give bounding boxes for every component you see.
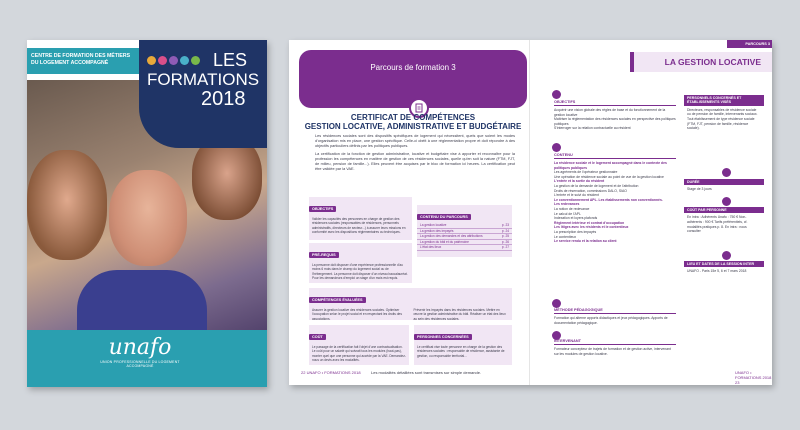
contenu-heading: CONTENU <box>554 153 676 159</box>
methode-section <box>554 308 676 325</box>
cover-org-label <box>27 48 139 74</box>
lieu-block <box>684 261 764 276</box>
brochure-spread <box>289 40 772 385</box>
cert-line1: CERTIFICAT DE COMPÉTENCES <box>350 113 476 122</box>
cout-heading: COÛT <box>309 334 326 340</box>
dot-4 <box>180 56 189 65</box>
competences-heading: COMPÉTENCES ÉVALUÉES <box>309 297 366 303</box>
methode-text: Formation qui alterne apports didactiques et jeux pédagogiques. Apports de documentation pédagogique. <box>554 316 668 325</box>
target-icon <box>552 90 561 99</box>
contenu-6: Droits de réservation, commissions DALO, SIAO <box>554 188 627 193</box>
unafo-logo <box>85 335 195 368</box>
toc-page: p. 25 <box>501 234 509 239</box>
cout-right-block <box>684 207 764 236</box>
duree-heading: DURÉE <box>684 179 764 185</box>
right-page-num: 23 <box>735 380 740 385</box>
objectifs-heading: OBJECTIFS <box>309 206 336 212</box>
right-page <box>529 40 772 385</box>
objectifs-section <box>554 100 676 131</box>
euro-icon <box>722 197 731 206</box>
prerequis-heading: PRÉ-REQUIS <box>309 252 339 258</box>
personnels-heading: PERSONNELS CONCERNÉS ET ÉTABLISSEMENTS VISÉS <box>684 95 764 106</box>
contenu-section <box>554 153 676 244</box>
contenu-2: Les agréments de l'opérateur gestionnaire <box>554 170 618 175</box>
personnes-text: Le certificat vise toute personne en charge de la gestion des résidences sociales : responsable de résidence, assistante de gestion, ou responsable territorial... <box>417 345 505 358</box>
contenu-16: Le contentieux <box>554 234 577 239</box>
contenu-7: L'entrée et le suivi du résident <box>554 193 599 198</box>
objectifs-right-heading: OBJECTIFS <box>554 100 676 106</box>
color-dots <box>147 56 200 65</box>
objectif-2: Maîtriser la réglementation des résidences sociales en perspective des politiques publiques <box>554 117 676 126</box>
parcours-title: Parcours de formation 3 <box>370 63 456 72</box>
dot-2 <box>158 56 167 65</box>
footer-note: Les modalités détaillées sont transmises sur simple demande. <box>371 370 482 375</box>
cover-title-formations: FORMATIONS <box>147 70 260 89</box>
contenu-9: Les redevances <box>554 202 580 207</box>
personnels-text: Directeurs, responsables de résidence sociale ou de pension de famille, intervenants sociaux. Tout établissement de type résidence sociale (FTM, FJT, pension de famille, résidence sociale). <box>687 107 758 131</box>
left-page-footer: UNAFO • FORMATIONS 2018 <box>306 370 361 375</box>
competences-left: Assurer la gestion locative des résidences sociales. Optimiser l'occupation selon le projet social et en respectant les droits des associations. <box>312 308 402 321</box>
contenu-5: La gestion de la demande de logement et de l'attribution <box>554 183 639 188</box>
cover-org-line2: DU LOGEMENT ACCOMPAGNÉ <box>31 60 109 66</box>
left-page-number <box>301 370 361 375</box>
toc-label: La gestion du bâti et du patrimoine <box>420 239 469 244</box>
personnes-box <box>414 325 512 365</box>
cout-right-text: En intra : Adhérents Unafo : 750 € Non-adhérents : 900 € Tarifs préférentiels, cf. modalités pratiques p. 8. En intra : nous consulter <box>687 215 748 234</box>
contenu-11: Le calcul de l'APL <box>554 211 581 216</box>
objectif-3: S'interroger sur la relation contractuelle au résident <box>554 126 631 131</box>
intervenant-section <box>554 339 676 356</box>
list-icon <box>552 143 561 152</box>
intro-paragraph-2: La certification de la fonction de gestion administrative, locative et budgétaire vise à apporter et reconnaître pour la profession les compétences en matière de gestion de ces résidences sociales, quelle qu'en soit la nature (FTM, FJT, de milieu, pension de famille...). Elles peuvent être acquises par le bloc de formation ici heures. La certification peut être validée par la VAE. <box>315 151 515 172</box>
toc-row <box>417 245 512 251</box>
dot-1 <box>147 56 156 65</box>
contenu-12: Indexation et loyers plafonds <box>554 216 598 221</box>
competences-box <box>309 288 512 320</box>
personnes-heading: PERSONNES CONCERNÉES <box>414 334 472 340</box>
contenu-13: Règlement intérieur et contrat d'occupation <box>554 220 625 225</box>
dot-5 <box>191 56 200 65</box>
cover-title-les: LES <box>213 50 248 70</box>
personnels-block <box>684 95 764 133</box>
contenu-parcours-heading: CONTENU DU PARCOURS <box>417 214 471 220</box>
duree-block <box>684 179 764 194</box>
toc-list <box>417 223 512 251</box>
cout-box <box>309 325 409 365</box>
toc-page: p. 27 <box>501 245 509 250</box>
cover-org-line1: CENTRE DE FORMATION DES MÉTIERS <box>31 53 131 59</box>
clock-icon <box>722 168 731 177</box>
objectifs-text: Valider les capacités des personnes en charge de gestion des résidences sociales (responsables de résidences, personnels administratifs, directeurs de secteur...) à assurer leurs missions en conformité avec les dispositions réglementaires ou techniques. <box>312 217 406 234</box>
intervenant-text: Formateur concepteur de trajets de formation et de gestion active, intervenant sur les modules de gestion locative. <box>554 347 671 356</box>
competences-right: Prévenir les impayés dans les résidences sociales. Mettre en œuvre la gestion administrative du bâti. Réaliser un état des lieux au sein des résidences sociales. <box>413 308 506 321</box>
photo-person-left <box>27 150 107 260</box>
toc-page: p. 23 <box>501 223 509 227</box>
cover-title-year: 2018 <box>201 88 246 110</box>
toc-label: L'état des lieux <box>420 245 442 250</box>
left-page <box>289 40 529 385</box>
duree-text: Stage de 3 jours <box>687 187 712 192</box>
cover-title-block <box>139 40 267 148</box>
cout-text: Le passage de la certification fait l'objet d'une contractualisation. Le coût pour un salarié qui suivrait tous les modules (haut-pas), monter quel que une personne qui accède par la VAE. Demandez-nous un devis avec les modalités. <box>312 345 406 362</box>
cout-right-heading: COÛT PAR PERSONNE <box>684 207 764 213</box>
location-icon <box>722 251 731 260</box>
contenu-1: La résidence sociale et le logement accompagné dans le contexte des politiques publiques <box>554 161 667 170</box>
left-page-num: 22 <box>301 370 306 375</box>
contenu-parcours-box <box>417 205 512 257</box>
toc-label: La gestion des impayés <box>420 228 454 233</box>
intro-text <box>315 134 515 174</box>
toc-page: p. 26 <box>501 239 509 244</box>
lieu-heading: LIEU ET DATES DE LA SESSION INTER <box>684 261 764 267</box>
parcours-tab: PARCOURS 3 <box>727 40 772 48</box>
cert-line2: GESTION LOCATIVE, ADMINISTRATIVE ET BUDGÉTAIRE <box>304 122 522 131</box>
contenu-4: L'entrée et la sortie du résident <box>554 179 605 184</box>
contenu-8: Le conventionnement APL. Les établissements non conventionnés. <box>554 197 663 202</box>
brochure-cover <box>27 40 267 387</box>
logo-sub-1: UNION PROFESSIONNELLE DU LOGEMENT <box>100 360 180 364</box>
toc-label: La gestion locative <box>420 223 447 227</box>
objectif-1: Acquérir une vision globale des règles de base et du fonctionnement de la gestion locative <box>554 108 666 117</box>
lieu-text: UNAFO - Paris 15e 5, 6 et 7 mars 2018 <box>687 269 747 274</box>
photo-man-head <box>109 170 187 266</box>
contenu-10: La notion de redevance <box>554 206 590 211</box>
contenu-17: Le service rendu et la relation au client <box>554 239 617 244</box>
certificate-title <box>299 113 527 131</box>
methode-heading: MÉTHODE PÉDAGOGIQUE <box>554 308 676 314</box>
intro-paragraph-1: Les résidences sociales sont des dispositifs spécifiques de logement qui nécessitent, quels que soient les modes d'organisation mis en place, une gestion spécifique. Celle-ci obéit à une réglementation propre et doit répondre à des objectifs particuliers définis par les politiques publiques. <box>315 134 515 149</box>
contenu-15: La prescription des impayés <box>554 229 597 234</box>
contenu-3: Une opération de résidence sociale au point de vue de la gestion locative <box>554 174 664 179</box>
prerequis-text: La personne doit disposer d'une expérience professionnelle d'au moins 6 mois dans le champ du logement social ou de l'hébergement. La personne doit disposer d'un niveau baccalauréat. Pour les demandeurs d'emploi un stage d'un mois est requis. <box>312 263 408 280</box>
toc-page: p. 24 <box>501 228 509 233</box>
prerequis-box <box>309 243 412 283</box>
right-page-title: LA GESTION LOCATIVE <box>630 52 772 72</box>
right-page-number <box>735 370 772 385</box>
dot-3 <box>169 56 178 65</box>
right-page-footer: UNAFO • FORMATIONS 2018 <box>735 370 772 380</box>
toc-label: La gestion des demandes et des attributions <box>420 234 483 239</box>
logo-sub-2: ACCOMPAGNÉ <box>126 364 154 368</box>
logo-word: unafo <box>108 335 172 360</box>
contenu-14: Les litiges avec les résidents et le contentieux <box>554 225 629 230</box>
objectifs-box <box>309 197 412 240</box>
intervenant-heading: INTERVENANT <box>554 339 676 345</box>
cover-footer <box>27 330 267 387</box>
parcours-header <box>299 50 527 108</box>
method-icon <box>552 299 561 308</box>
